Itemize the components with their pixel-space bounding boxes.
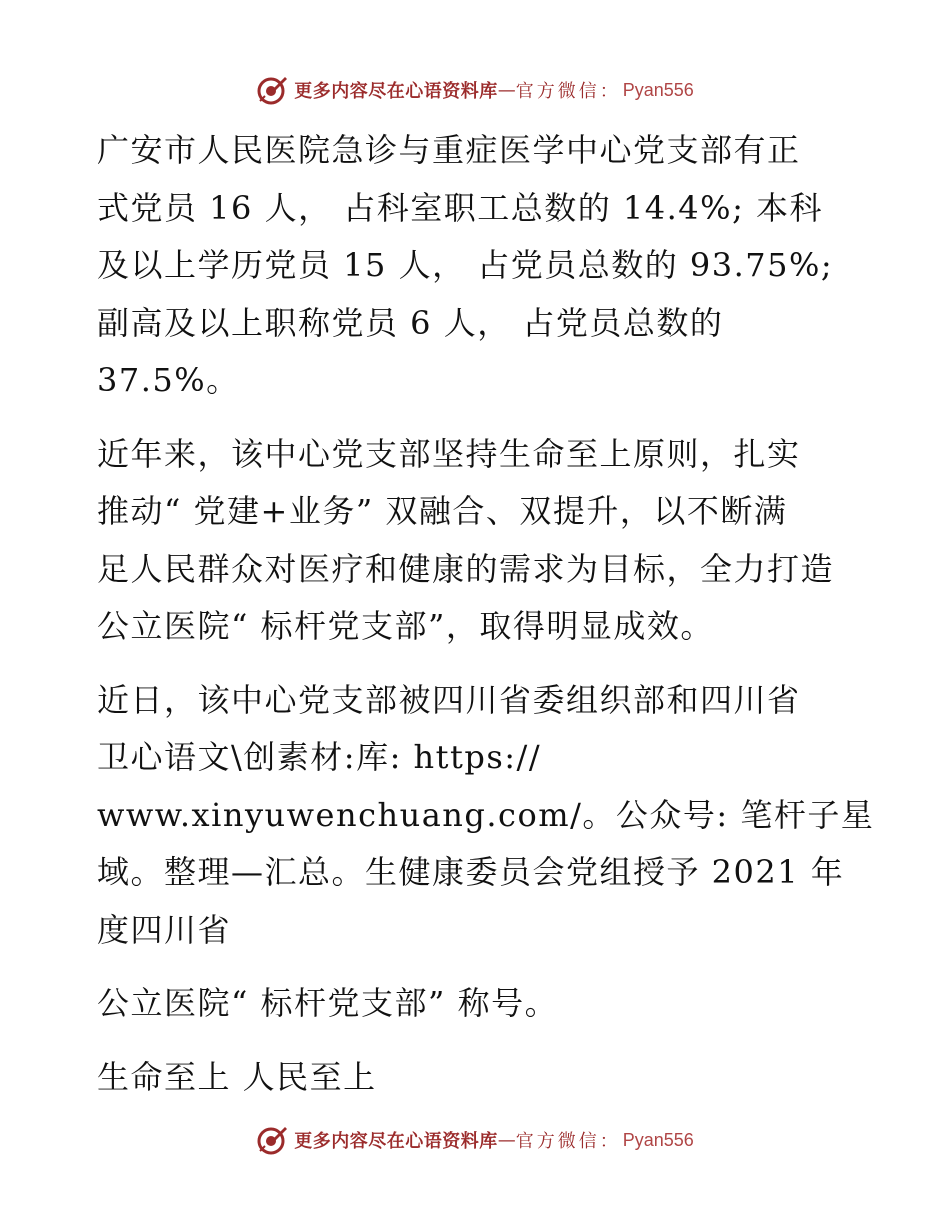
text-line: 推动“ 党建+业务” 双融合、双提升，以不断满 (97, 492, 788, 530)
text-line: www.xinyuwenchuang.com/。公众号: 笔杆子星 (97, 795, 875, 834)
pen-logo-icon (256, 1124, 288, 1156)
document-body (97, 122, 877, 1106)
text-line: 卫心语文\创素材:库: https:// (97, 738, 542, 776)
paragraph-3 (97, 672, 877, 960)
text-line: 公立医院“ 标杆党支部” 称号。 (97, 984, 559, 1022)
paragraph-5 (97, 1049, 877, 1107)
text-line: 副高及以上职称党员 6 人， 占党员总数的 (97, 303, 724, 342)
text-line: 及以上学历党员 15 人， 占党员总数的 93.75%; (97, 246, 834, 284)
banner-label: 官方微信： (515, 1131, 621, 1152)
paragraph-2 (97, 426, 877, 656)
text-line: 广安市人民医院急诊与重症医学中心党支部有正 (97, 131, 801, 169)
banner-separator: — (497, 1129, 516, 1151)
header-banner (0, 70, 950, 110)
text-line: 生命至上 人民至上 (97, 1057, 377, 1096)
text-line: 近日，该中心党支部被四川省委组织部和四川省 (97, 680, 801, 719)
banner-brand: 更多内容尽在心语资料库 (294, 81, 498, 102)
banner-wechat-id: Pyan556 (622, 79, 694, 100)
banner-brand: 更多内容尽在心语资料库 (294, 1131, 498, 1152)
text-line: 式党员 16 人， 占科室职工总数的 14.4%; 本科 (97, 188, 824, 227)
banner-wechat-id: Pyan556 (622, 1129, 694, 1150)
banner-separator: — (497, 79, 516, 101)
paragraph-4 (97, 975, 877, 1033)
footer-banner (0, 1120, 950, 1160)
text-line: 域。整理—汇总。生健康委员会党组授予 2021 年 (97, 853, 845, 891)
text-line: 度四川省 (97, 910, 232, 949)
text-line: 近年来，该中心党支部坚持生命至上原则，扎实 (97, 434, 801, 473)
text-line: 公立医院“ 标杆党支部”，取得明显成效。 (97, 607, 714, 645)
paragraph-1 (97, 122, 877, 410)
text-line: 37.5%。 (97, 361, 240, 399)
text-line: 足人民群众对医疗和健康的需求为目标，全力打造 (97, 549, 835, 588)
banner-label: 官方微信： (515, 81, 621, 102)
pen-logo-icon (256, 74, 288, 106)
